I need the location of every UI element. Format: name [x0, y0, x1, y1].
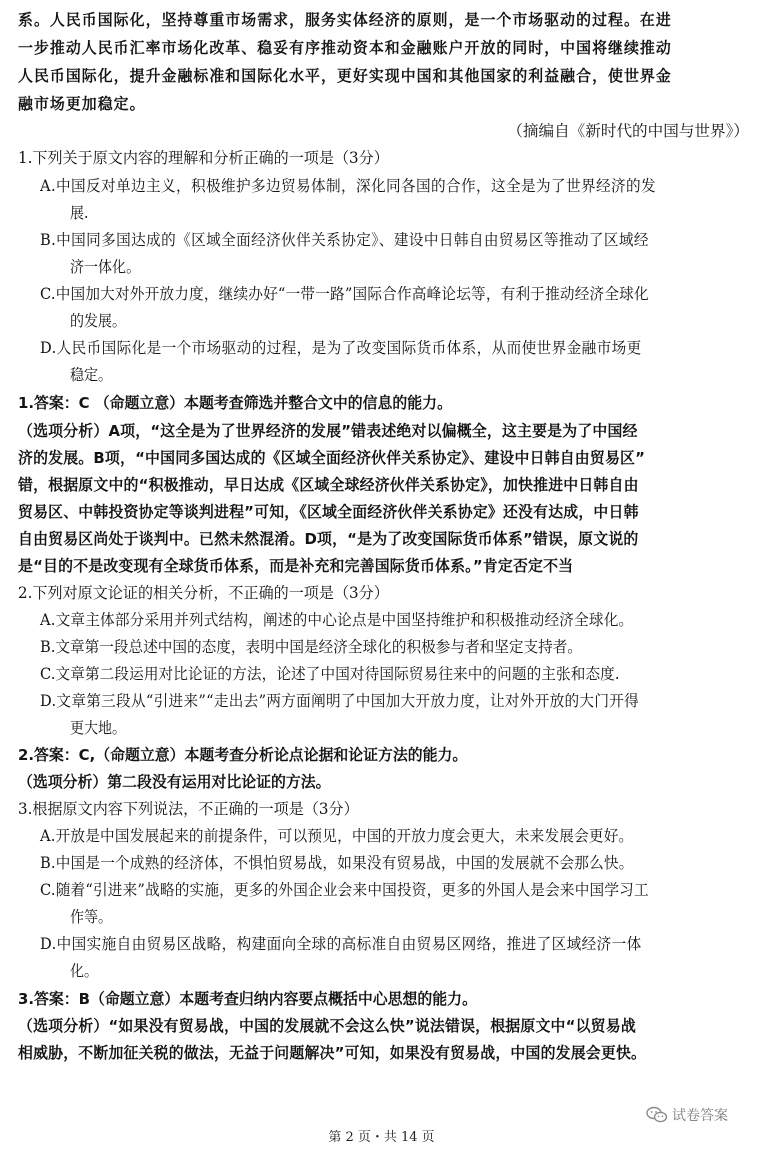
question-2-analysis: （选项分析）第二段没有运用对比论证的方法。 — [18, 773, 331, 791]
question-1-option-d-cont: 稳定。 — [70, 366, 113, 384]
passage-source: （摘编自《新时代的中国与世界》） — [507, 122, 749, 140]
question-1-option-b: B.中国同多国达成的《区域全面经济伙伴关系协定》、建设中日韩自由贸易区等推动了区域经 — [40, 231, 649, 249]
question-2-answer: 2.答案：C,（命题立意）本题考查分析论点论据和论证方法的能力。 — [18, 746, 468, 764]
question-1-stem: 1.下列关于原文内容的理解和分析正确的一项是（3分） — [18, 149, 389, 167]
wechat-icon — [646, 1106, 668, 1124]
watermark — [646, 1105, 728, 1125]
question-3-analysis-line: 相威胁，不断加征关税的做法，无益于问题解决”可知，如果没有贸易战，中国的发展会更快。 — [18, 1044, 647, 1062]
question-1-analysis-line: 济的发展。B项，“中国同多国达成的《区域全面经济伙伴关系协定》、建设中日韩自由贸易区” — [18, 449, 646, 467]
question-3-option-c: C.随着“引进来”战略的实施，更多的外国企业会来中国投资，更多的外国人是会来中国学习工 — [40, 881, 649, 899]
watermark-text: 试卷答案 — [672, 1108, 728, 1124]
question-1-option-a: A.中国反对单边主义，积极维护多边贸易体制，深化同各国的合作，这全是为了世界经济的发 — [40, 177, 657, 195]
question-1-analysis-line: （选项分析）A项，“这全是为了世界经济的发展”错表述绝对以偏概全，这主要是为了中国经 — [18, 422, 638, 440]
question-3-option-d: D.中国实施自由贸易区战略，构建面向全球的高标准自由贸易区网络，推进了区域经济一体 — [40, 935, 642, 953]
passage-line: 系。人民币国际化，坚持尊重市场需求，服务实体经济的原则，是一个市场驱动的过程。在进 — [18, 11, 672, 29]
question-3-option-c-cont: 作等。 — [70, 908, 113, 926]
question-3-answer: 3.答案：B（命题立意）本题考查归纳内容要点概括中心思想的能力。 — [18, 990, 477, 1008]
question-2-option-b: B.文章第一段总述中国的态度，表明中国是经济全球化的积极参与者和坚定支持者。 — [40, 638, 582, 656]
passage-line: 融市场更加稳定。 — [18, 95, 146, 113]
question-1-option-c-cont: 的发展。 — [70, 312, 127, 330]
question-2-stem: 2.下列对原文论证的相关分析，不正确的一项是（3分） — [18, 584, 389, 602]
question-2-option-d-cont: 更大地。 — [70, 719, 127, 737]
question-2-option-c: C.文章第二段运用对比论证的方法，论述了中国对待国际贸易往来中的问题的主张和态度. — [40, 665, 620, 683]
question-1-analysis-line: 错，根据原文中的“积极推动，早日达成《区域全球经济伙伴关系协定》，加快推进中日韩自由 — [18, 476, 639, 494]
passage-line: 一步推动人民币汇率市场化改革、稳妥有序推动资本和金融账户开放的同时，中国将继续推动 — [18, 39, 672, 57]
question-3-option-a: A.开放是中国发展起来的前提条件，可以预见，中国的开放力度会更大，未来发展会更好。 — [40, 827, 634, 845]
question-2-option-a: A.文章主体部分采用并列式结构，阐述的中心论点是中国坚持维护和积极推动经济全球化。 — [40, 611, 634, 629]
question-3-option-b: B.中国是一个成熟的经济体，不惧怕贸易战，如果没有贸易战，中国的发展就不会那么快。 — [40, 854, 634, 872]
question-1-option-b-cont: 济一体化。 — [70, 258, 141, 276]
question-3-analysis-line: （选项分析）“如果没有贸易战，中国的发展就不会这么快”说法错误，根据原文中“以贸易战 — [18, 1017, 636, 1035]
question-1-analysis-line: 是“目的不是改变现有全球货币体系，而是补充和完善国际货币体系。”肯定否定不当 — [18, 557, 574, 575]
question-1-option-a-cont: 展. — [70, 204, 89, 222]
question-3-option-d-cont: 化。 — [70, 962, 99, 980]
question-3-stem: 3.根据原文内容下列说法，不正确的一项是（3分） — [18, 800, 359, 818]
question-1-option-d: D.人民币国际化是一个市场驱动的过程，是为了改变国际货币体系，从而使世界金融市场更 — [40, 339, 642, 357]
question-1-analysis-line: 贸易区、中韩投资协定等谈判进程”可知，《区域全面经济伙伴关系协定》还没有达成，中日韩 — [18, 503, 639, 521]
question-1-answer: 1.答案：C （命题立意）本题考查筛选并整合文中的信息的能力。 — [18, 394, 452, 412]
question-2-option-d: D.文章第三段从“引进来”“走出去”两方面阐明了中国加大开放力度，让对外开放的大门开得 — [40, 692, 640, 710]
question-1-option-c: C.中国加大对外开放力度，继续办好“一带一路”国际合作高峰论坛等，有利于推动经济全球化 — [40, 285, 649, 303]
page-footer: 第 2 页・共 14 页 — [328, 1130, 435, 1145]
question-1-analysis-line: 自由贸易区尚处于谈判中。已然未然混淆。D项，“是为了改变国际货币体系”错误，原文说的 — [18, 530, 639, 548]
passage-line: 人民币国际化，提升金融标准和国际化水平，更好实现中国和其他国家的利益融合，使世界金 — [18, 67, 672, 85]
